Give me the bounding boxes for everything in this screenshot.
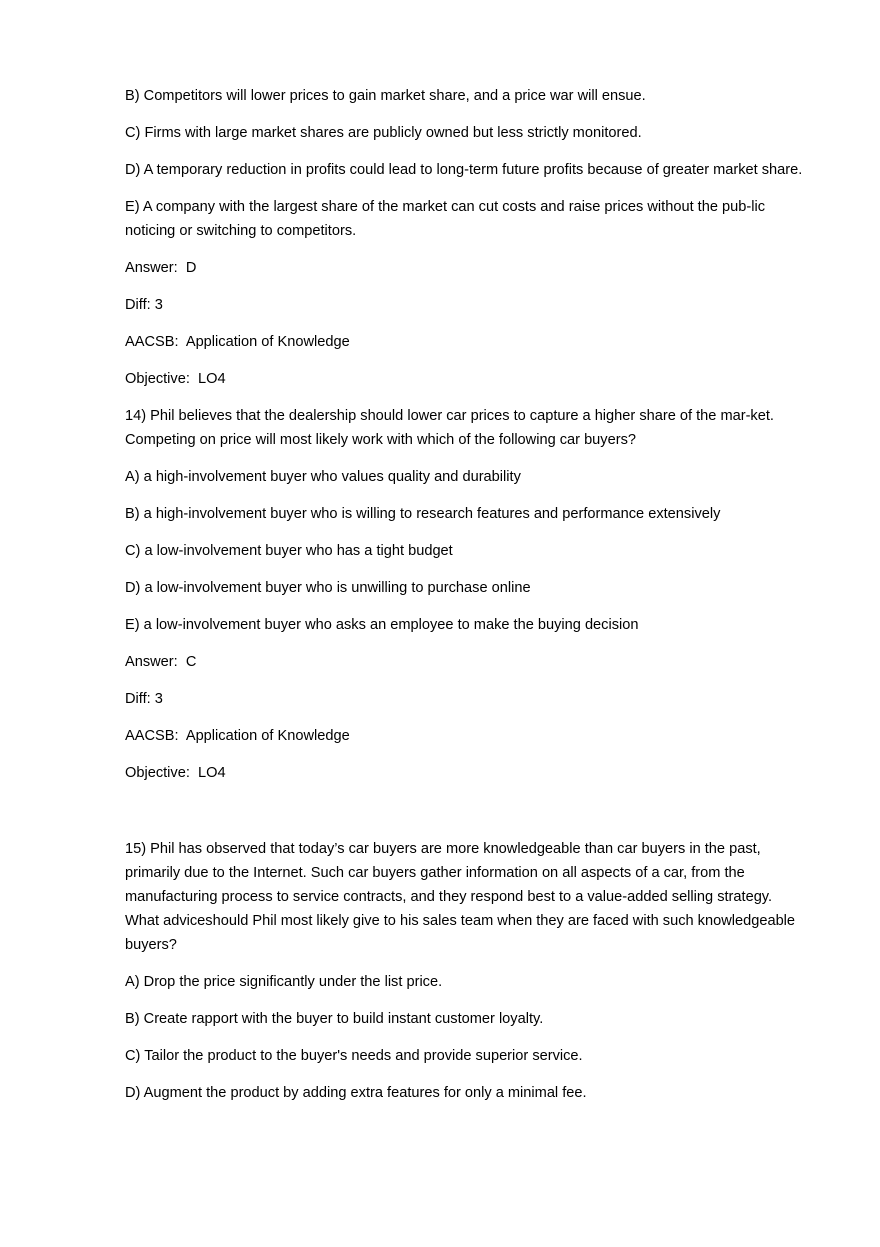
- option-line-b: B) Create rapport with the buyer to build instant customer loyalty.: [125, 1011, 544, 1027]
- option-line-d: D) a low-involvement buyer who is unwilling to purchase online: [125, 580, 531, 596]
- diff-line: Diff: 3: [125, 691, 163, 707]
- option-line-d: D) Augment the product by adding extra features for only a minimal fee.: [125, 1085, 587, 1101]
- option-line-b: B) a high-involvement buyer who is willing to research features and performance extensively: [125, 506, 721, 522]
- aacsb-line: AACSB: Application of Knowledge: [125, 334, 350, 350]
- option-line-e: E) a low-involvement buyer who asks an employee to make the buying decision: [125, 617, 639, 633]
- option-line-a: A) Drop the price significantly under the list price.: [125, 974, 443, 990]
- option-line-c: C) a low-involvement buyer who has a tight budget: [125, 543, 453, 559]
- option-line-c: C) Tailor the product to the buyer's needs and provide superior service.: [125, 1048, 583, 1064]
- answer-line: Answer: D: [125, 260, 197, 276]
- aacsb-line: AACSB: Application of Knowledge: [125, 728, 350, 744]
- diff-line: Diff: 3: [125, 297, 163, 313]
- option-line-c: C) Firms with large market shares are publicly owned but less strictly monitored.: [125, 125, 642, 141]
- answer-line: Answer: C: [125, 654, 197, 670]
- option-line-b: B) Competitors will lower prices to gain market share, and a price war will ensue.: [125, 88, 646, 104]
- option-line-d: D) A temporary reduction in profits could lead to long-term future profits because of greater market share.: [125, 162, 803, 178]
- question-14-text: 14) Phil believes that the dealership should lower car prices to capture a higher share of the mar-ket. Competing on price will most likely work with which of the following car buyers?: [125, 408, 779, 448]
- option-line-a: A) a high-involvement buyer who values quality and durability: [125, 469, 521, 485]
- objective-line: Objective: LO4: [125, 371, 226, 387]
- objective-line: Objective: LO4: [125, 765, 226, 781]
- question-15-text: 15) Phil has observed that today’s car buyers are more knowledgeable than car buyers in the past, primarily due to the Internet. Such car buyers gather information on all aspects of a car, from the manufacturing process to service contracts, and they respond best to a value-added selling strategy. What adviceshould Phil most likely give to his sales team when they are faced with such knowledgeable buyers?: [125, 841, 800, 953]
- option-line-e: E) A company with the largest share of the market can cut costs and raise prices without the pub-lic noticing or switching to competitors.: [125, 199, 770, 239]
